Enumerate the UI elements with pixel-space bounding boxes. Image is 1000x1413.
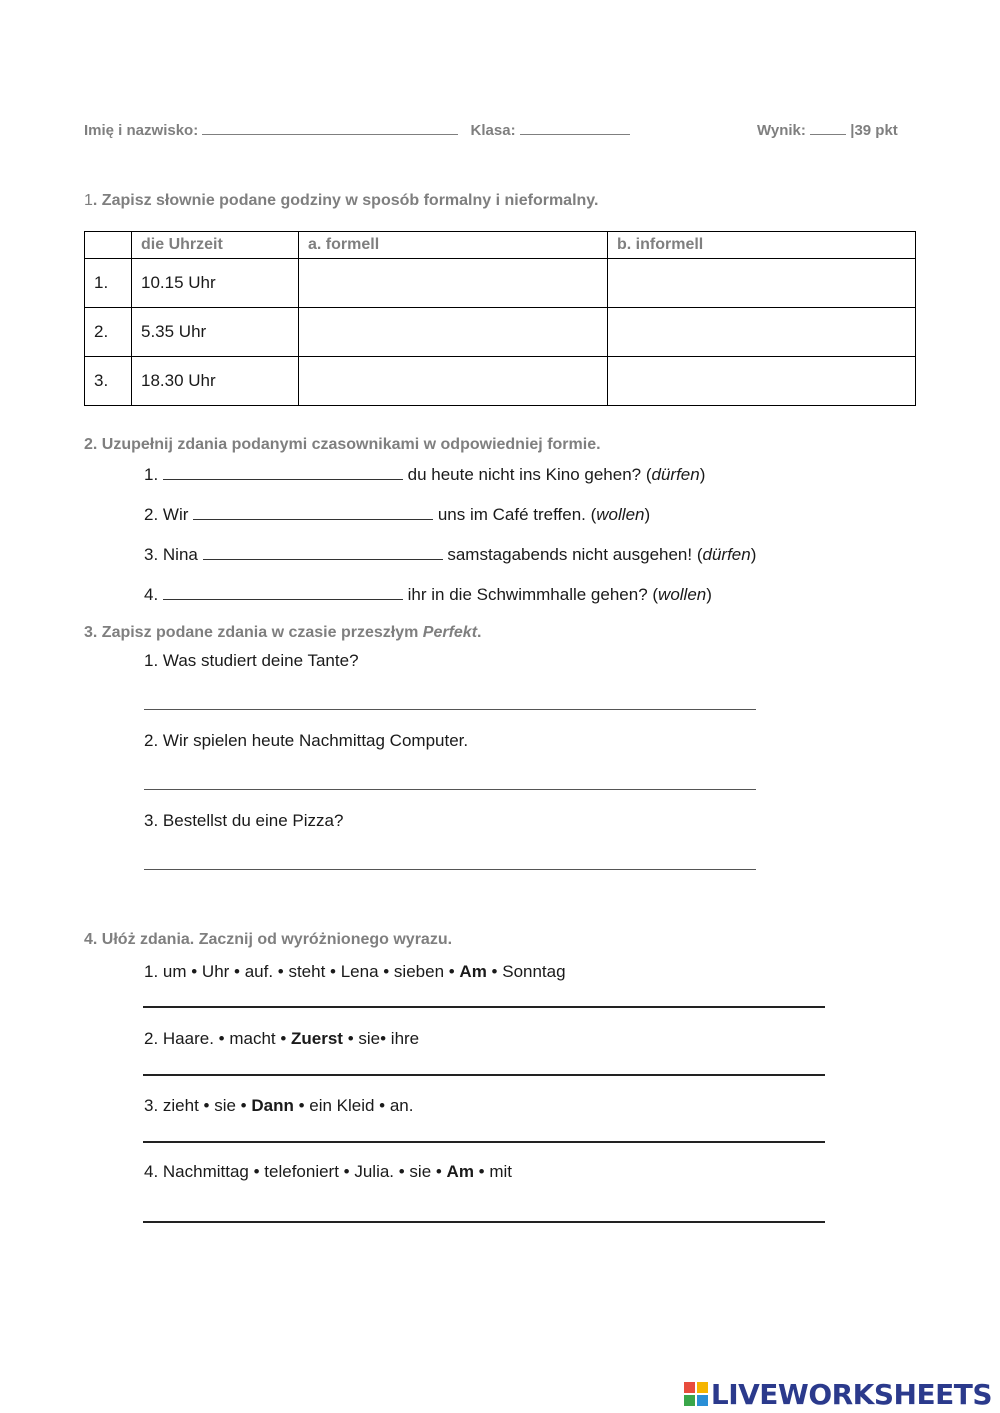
start-word: Dann <box>251 1096 294 1115</box>
score-label: Wynik: <box>757 122 806 139</box>
task1-number: 1 <box>84 192 93 209</box>
liveworksheets-logo-icon <box>684 1382 708 1406</box>
answer-line[interactable] <box>143 1141 825 1143</box>
task1-instruction: 1. Zapisz słownie podane godziny w sposób formalny i nieformalny. <box>84 192 599 209</box>
header-cell-num <box>85 232 132 259</box>
row-number: 2. <box>85 308 132 357</box>
informal-answer-cell[interactable] <box>608 308 916 357</box>
answer-line[interactable] <box>143 1221 825 1223</box>
formal-answer-cell[interactable] <box>299 259 608 308</box>
task4-word-list: 3. zieht • sie • Dann • ein Kleid • an. <box>144 1096 414 1115</box>
answer-line[interactable] <box>143 1074 825 1076</box>
answer-line[interactable] <box>144 869 756 870</box>
task2-sentence: 1. du heute nicht ins Kino gehen? (dürfen) <box>144 465 706 484</box>
verb-blank[interactable] <box>193 503 433 520</box>
task3-sentence: 2. Wir spielen heute Nachmittag Computer. <box>144 731 469 750</box>
name-field[interactable] <box>202 120 458 135</box>
task3-instruction: 3. Zapisz podane zdania w czasie przeszłym Perfekt. <box>84 624 482 641</box>
task3-sentence: 3. Bestellst du eine Pizza? <box>144 811 344 830</box>
start-word: Am <box>446 1162 474 1181</box>
row-number: 1. <box>85 259 132 308</box>
task2-instruction: 2. Uzupełnij zdania podanymi czasownikami w odpowiedniej formie. <box>84 436 601 453</box>
class-label: Klasa: <box>470 122 516 139</box>
score-group <box>757 120 898 139</box>
verb-blank[interactable] <box>163 583 403 600</box>
answer-line[interactable] <box>143 1006 825 1008</box>
task4-word-list: 2. Haare. • macht • Zuerst • sie• ihre <box>144 1029 420 1048</box>
table-row <box>85 357 916 406</box>
row-time: 18.30 Uhr <box>132 357 299 406</box>
task2-sentence: 3. Nina samstagabends nicht ausgehen! (dürfen) <box>144 545 757 564</box>
formal-answer-cell[interactable] <box>299 308 608 357</box>
task4-instruction: 4. Ułóż zdania. Zacznij od wyróżnionego wyrazu. <box>84 931 453 948</box>
table-row <box>85 259 916 308</box>
row-time: 10.15 Uhr <box>132 259 299 308</box>
header-cell-informal: b. informell <box>608 232 916 259</box>
score-field[interactable] <box>810 120 846 135</box>
row-time: 5.35 Uhr <box>132 308 299 357</box>
header-cell-time: die Uhrzeit <box>132 232 299 259</box>
row-number: 3. <box>85 357 132 406</box>
informal-answer-cell[interactable] <box>608 357 916 406</box>
task2-sentence: 4. ihr in die Schwimmhalle gehen? (wollen) <box>144 585 712 604</box>
header-cell-formal: a. formell <box>299 232 608 259</box>
worksheet-header <box>84 120 914 139</box>
table-row <box>85 308 916 357</box>
time-table <box>84 231 916 406</box>
informal-answer-cell[interactable] <box>608 259 916 308</box>
name-label: Imię i nazwisko: <box>84 122 199 139</box>
answer-line[interactable] <box>144 709 756 710</box>
verb-blank[interactable] <box>163 463 403 480</box>
task4-word-list: 4. Nachmittag • telefoniert • Julia. • sie • Am • mit <box>144 1162 513 1181</box>
liveworksheets-logo[interactable] <box>684 1377 992 1411</box>
table-header-row <box>85 232 916 259</box>
verb-blank[interactable] <box>203 543 443 560</box>
task4-word-list: 1. um • Uhr • auf. • steht • Lena • sieben • Am • Sonntag <box>144 962 566 981</box>
task2-sentence: 2. Wir uns im Café treffen. (wollen) <box>144 505 651 524</box>
task3-sentence: 1. Was studiert deine Tante? <box>144 651 359 670</box>
answer-line[interactable] <box>144 789 756 790</box>
logo-text: LIVEWORKSHEETS <box>710 1377 992 1411</box>
class-field[interactable] <box>520 120 630 135</box>
start-word: Zuerst <box>291 1029 343 1048</box>
score-total: |39 pkt <box>850 122 898 139</box>
formal-answer-cell[interactable] <box>299 357 608 406</box>
start-word: Am <box>459 962 487 981</box>
